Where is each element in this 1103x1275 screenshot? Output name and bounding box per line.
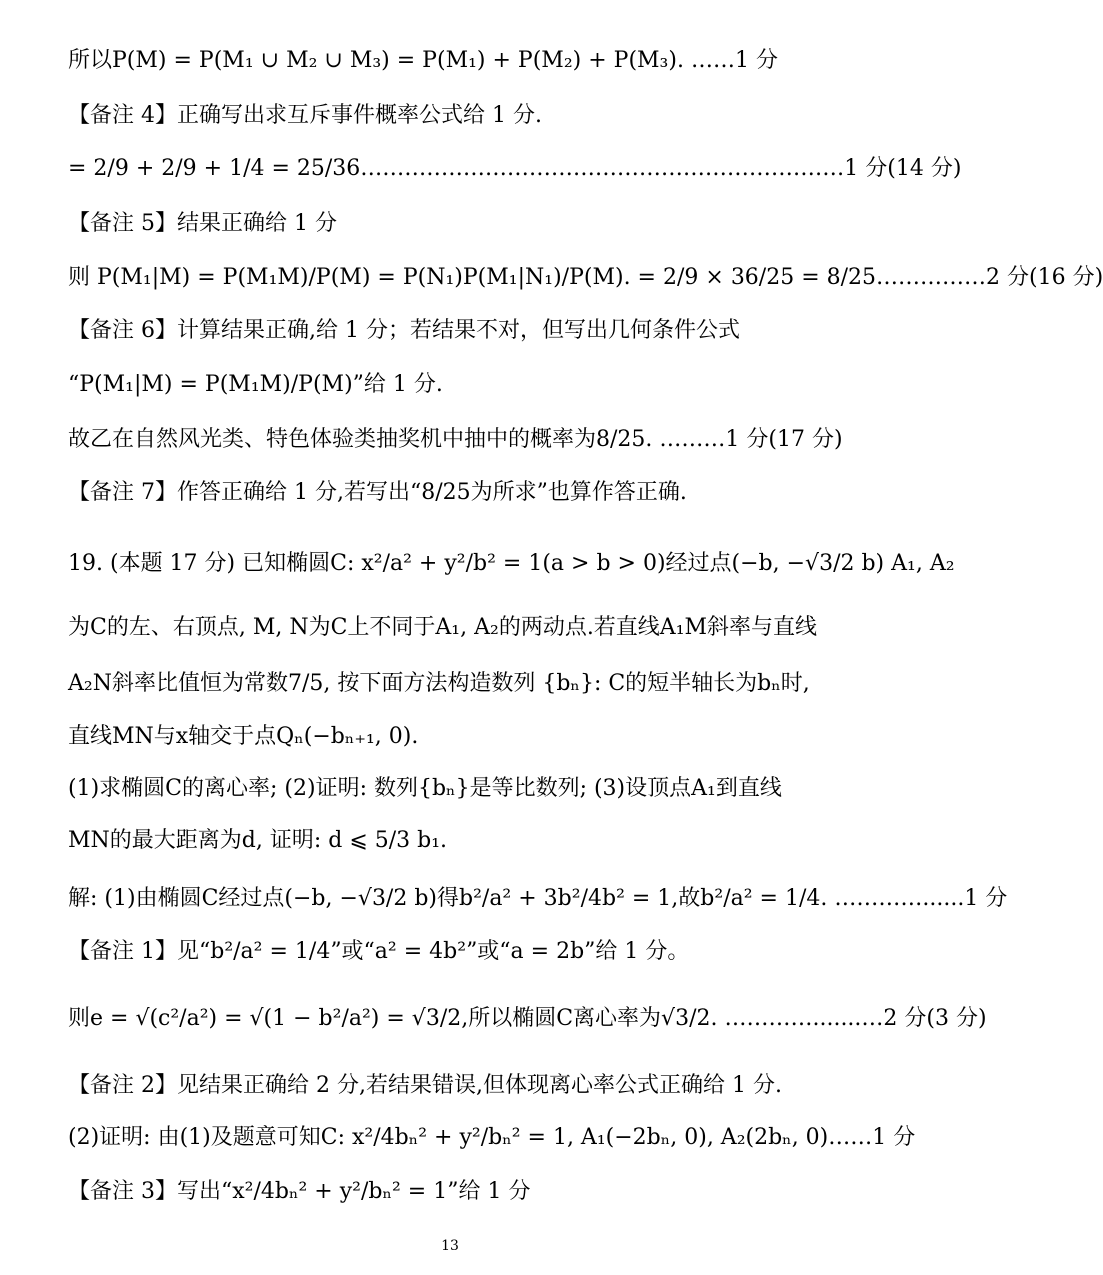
text-line: MN的最大距离为d, 证明: d ⩽ 5/3 b₁. [68,828,448,853]
text-line: 【备注 4】正确写出求互斥事件概率公式给 1 分. [68,103,542,128]
text-line: 【备注 1】见“b²/a² = 1/4”或“a² = 4b²”或“a = 2b”给 1 分。 [68,939,690,964]
text-line: = 2/9 + 2/9 + 1/4 = 25/36…………………………………………………………1 分(14 分) [68,156,962,181]
text-line: 【备注 3】写出“x²/4bₙ² + y²/bₙ² = 1”给 1 分 [68,1179,531,1204]
text-line: 则e = √(c²/a²) = √(1 − b²/a²) = √3/2,所以椭圆C离心率为√3/2. ………….......…2 分(3 分) [68,1006,987,1031]
page-number: 13 [441,1238,459,1254]
text-line: 19. (本题 17 分) 已知椭圆C: x²/a² + y²/b² = 1(a > b > 0)经过点(−b, −√3/2 b) A₁, A₂ [68,551,955,576]
text-line: 所以P(M) = P(M₁ ∪ M₂ ∪ M₃) = P(M₁) + P(M₂) + P(M₃). ……1 分 [68,48,778,73]
text-line: (1)求椭圆C的离心率; (2)证明: 数列{bₙ}是等比数列; (3)设顶点A₁到直线 [68,776,782,801]
text-line: 直线MN与x轴交于点Qₙ(−bₙ₊₁, 0). [68,724,419,749]
text-line: 则 P(M₁|M) = P(M₁M)/P(M) = P(N₁)P(M₁|N₁)/P(M). = 2/9 × 36/25 = 8/25……………2 分(16 分) [68,265,1103,290]
text-line: A₂N斜率比值恒为常数7/5, 按下面方法构造数列 {bₙ}: C的短半轴长为bₙ时, [68,671,810,696]
text-line: 故乙在自然风光类、特色体验类抽奖机中抽中的概率为8/25. ………1 分(17 分) [68,427,843,452]
text-line: (2)证明: 由(1)及题意可知C: x²/4bₙ² + y²/bₙ² = 1, A₁(−2bₙ, 0), A₂(2bₙ, 0)……1 分 [68,1125,916,1150]
text-line: 解: (1)由椭圆C经过点(−b, −√3/2 b)得b²/a² + 3b²/4b² = 1,故b²/a² = 1/4. …………......1 分 [68,886,1008,911]
text-line: 为C的左、右顶点, M, N为C上不同于A₁, A₂的两动点.若直线A₁M斜率与直线 [68,615,818,640]
text-line: 【备注 5】结果正确给 1 分 [68,211,337,236]
text-line: 【备注 7】作答正确给 1 分,若写出“8/25为所求”也算作答正确. [68,480,687,505]
text-line: “P(M₁|M) = P(M₁M)/P(M)”给 1 分. [68,372,443,397]
text-line: 【备注 6】计算结果正确,给 1 分；若结果不对，但写出几何条件公式 [68,318,740,343]
text-line: 【备注 2】见结果正确给 2 分,若结果错误,但体现离心率公式正确给 1 分. [68,1073,782,1098]
